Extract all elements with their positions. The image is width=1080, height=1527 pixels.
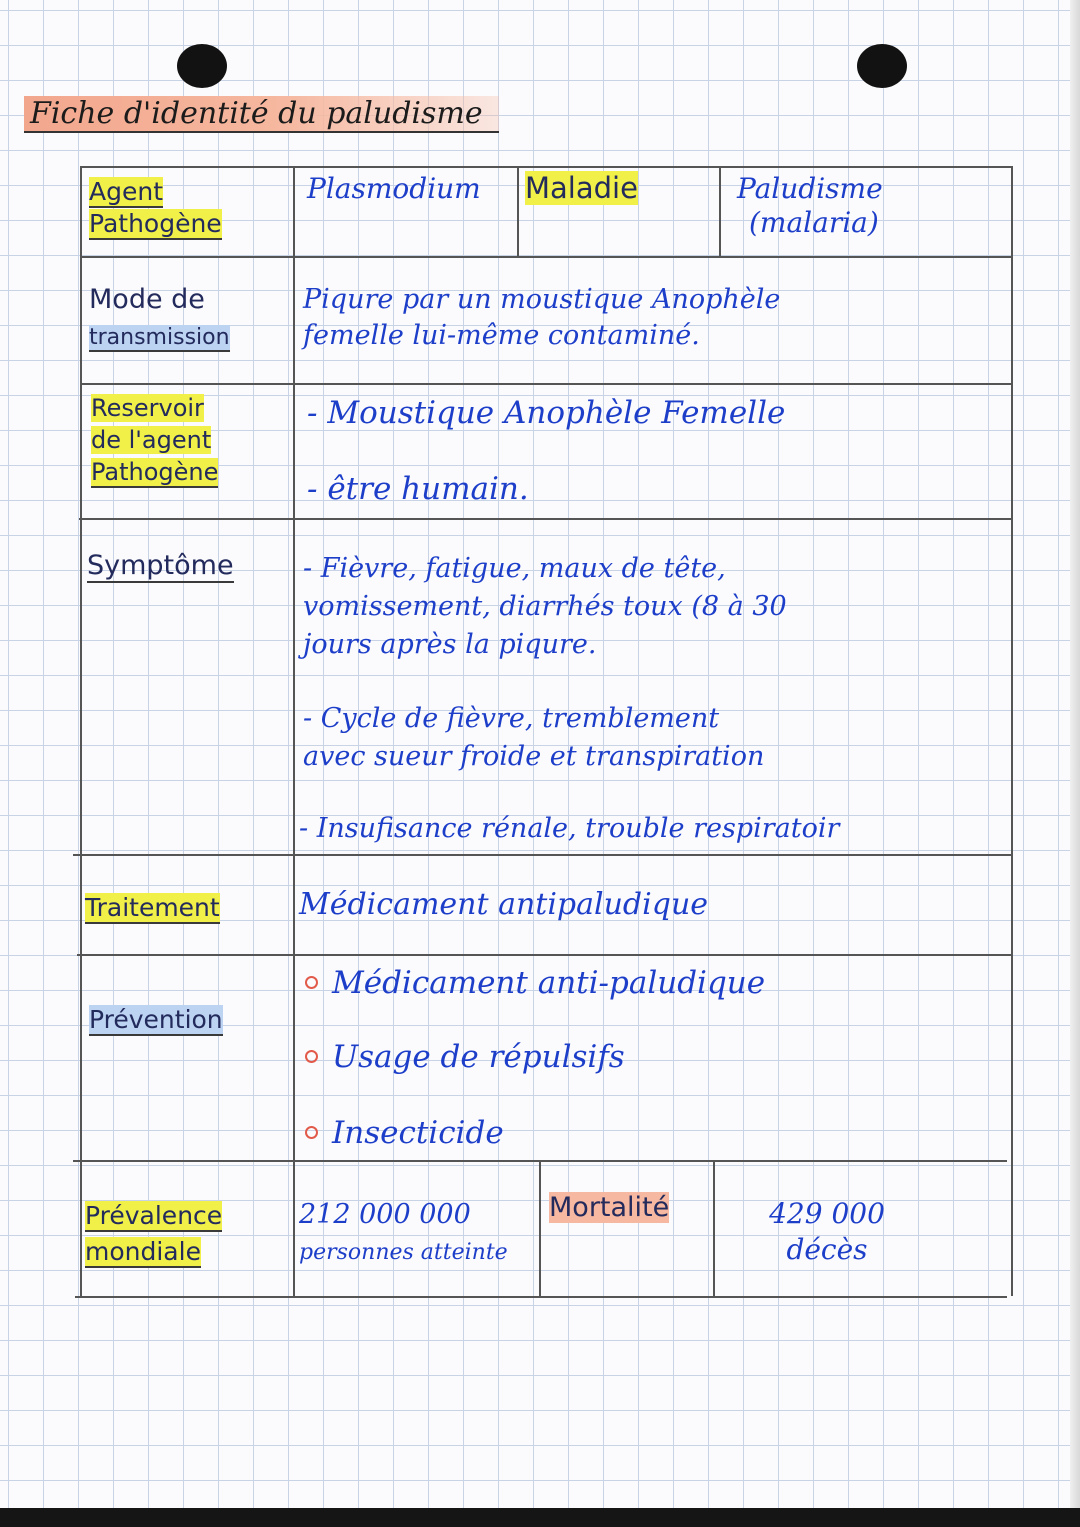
prevention-item-text: Usage de répulsifs bbox=[332, 1039, 625, 1075]
mortalite-label bbox=[549, 1192, 669, 1224]
reservoir-item-2: - être humain. bbox=[307, 471, 529, 507]
prevention-label-text: Prévention bbox=[89, 1005, 223, 1034]
table-border-bottom bbox=[75, 1296, 1007, 1298]
prevalence-label-line2: mondiale bbox=[85, 1237, 201, 1266]
identity-table bbox=[77, 158, 1013, 1298]
prevalence-value-line1: 212 000 000 bbox=[299, 1199, 471, 1230]
mortalite-value-line1: 429 000 bbox=[769, 1197, 885, 1230]
prevalence-label bbox=[85, 1198, 222, 1270]
maladie-value-line1: Paludisme bbox=[737, 172, 883, 205]
mortalite-label-text: Mortalité bbox=[549, 1192, 670, 1223]
prevention-item-2 bbox=[299, 1040, 625, 1074]
maladie-value bbox=[737, 172, 883, 240]
prevention-label bbox=[89, 1004, 223, 1036]
reservoir-label-line1: Reservoir bbox=[91, 394, 204, 422]
prevalence-label-line1: Prévalence bbox=[85, 1201, 223, 1230]
symptome-line: - Cycle de fièvre, tremblement bbox=[303, 703, 720, 734]
table-border-left bbox=[80, 166, 82, 1296]
table-border-right bbox=[1011, 166, 1013, 1296]
mode-value bbox=[303, 282, 780, 354]
symptome-line: avec sueur froide et transpiration bbox=[303, 741, 765, 772]
prevention-item-3 bbox=[299, 1116, 504, 1150]
symptome-label bbox=[87, 550, 234, 582]
column-divider bbox=[539, 1160, 541, 1296]
maladie-value-line2: (malaria) bbox=[749, 206, 879, 239]
mortalite-value-line2: décès bbox=[786, 1233, 868, 1266]
agent-label-line1: Agent bbox=[89, 177, 163, 206]
page-right-edge bbox=[1070, 0, 1080, 1527]
traitement-value: Médicament antipaludique bbox=[299, 887, 709, 922]
column-divider bbox=[719, 166, 721, 256]
mode-value-line1: Piqure par un moustique Anophèle bbox=[303, 284, 781, 315]
agent-value: Plasmodium bbox=[307, 172, 481, 205]
bullet-icon bbox=[305, 976, 318, 989]
symptome-line: vomissement, diarrhés toux (8 à 30 bbox=[303, 591, 787, 622]
reservoir-label bbox=[91, 392, 218, 488]
row-divider bbox=[81, 256, 1013, 258]
symptome-block-1 bbox=[303, 550, 787, 664]
row-divider bbox=[81, 383, 1013, 385]
reservoir-label-line3: Pathogène bbox=[91, 458, 219, 486]
prevention-item-1 bbox=[299, 966, 765, 1000]
table-border-top bbox=[81, 166, 1013, 168]
label-column-divider bbox=[293, 166, 295, 1296]
symptome-line: jours après la piqure. bbox=[303, 629, 597, 660]
agent-label-line2: Pathogène bbox=[89, 209, 222, 238]
agent-label bbox=[89, 176, 222, 240]
prevention-item-text: Médicament anti-paludique bbox=[332, 965, 766, 1001]
reservoir-label-line2: de l'agent bbox=[91, 426, 212, 454]
traitement-label-text: Traitement bbox=[85, 893, 220, 922]
prevalence-value-line2: personnes atteinte bbox=[299, 1240, 508, 1265]
row-divider bbox=[77, 954, 1013, 956]
page-title: Fiche d'identité du paludisme bbox=[24, 96, 499, 133]
mode-label bbox=[89, 282, 230, 356]
symptome-label-text: Symptôme bbox=[87, 550, 234, 581]
symptome-line: - Fièvre, fatigue, maux de tête, bbox=[303, 553, 726, 584]
mode-label-line1: Mode de bbox=[89, 284, 205, 315]
bullet-icon bbox=[305, 1050, 318, 1063]
page-bottom-edge bbox=[0, 1508, 1080, 1527]
row-divider bbox=[73, 854, 1013, 856]
reservoir-item-1: - Moustique Anophèle Femelle bbox=[307, 395, 786, 431]
mode-label-line2: transmission bbox=[89, 325, 230, 350]
prevention-item-text: Insecticide bbox=[332, 1115, 504, 1151]
symptome-block-3: - Insufisance rénale, trouble respiratoir bbox=[299, 813, 840, 844]
maladie-label bbox=[525, 172, 638, 204]
mortalite-value bbox=[737, 1196, 917, 1268]
punch-hole-left bbox=[177, 44, 227, 88]
row-divider bbox=[79, 518, 1013, 520]
bullet-icon bbox=[305, 1126, 318, 1139]
symptome-block-2 bbox=[303, 700, 764, 776]
mode-value-line2: femelle lui-même contaminé. bbox=[303, 320, 700, 351]
traitement-label bbox=[85, 892, 220, 924]
column-divider bbox=[517, 166, 519, 256]
prevalence-value bbox=[299, 1196, 508, 1272]
column-divider bbox=[713, 1160, 715, 1296]
maladie-label-text: Maladie bbox=[525, 171, 638, 205]
punch-hole-right bbox=[857, 44, 907, 88]
